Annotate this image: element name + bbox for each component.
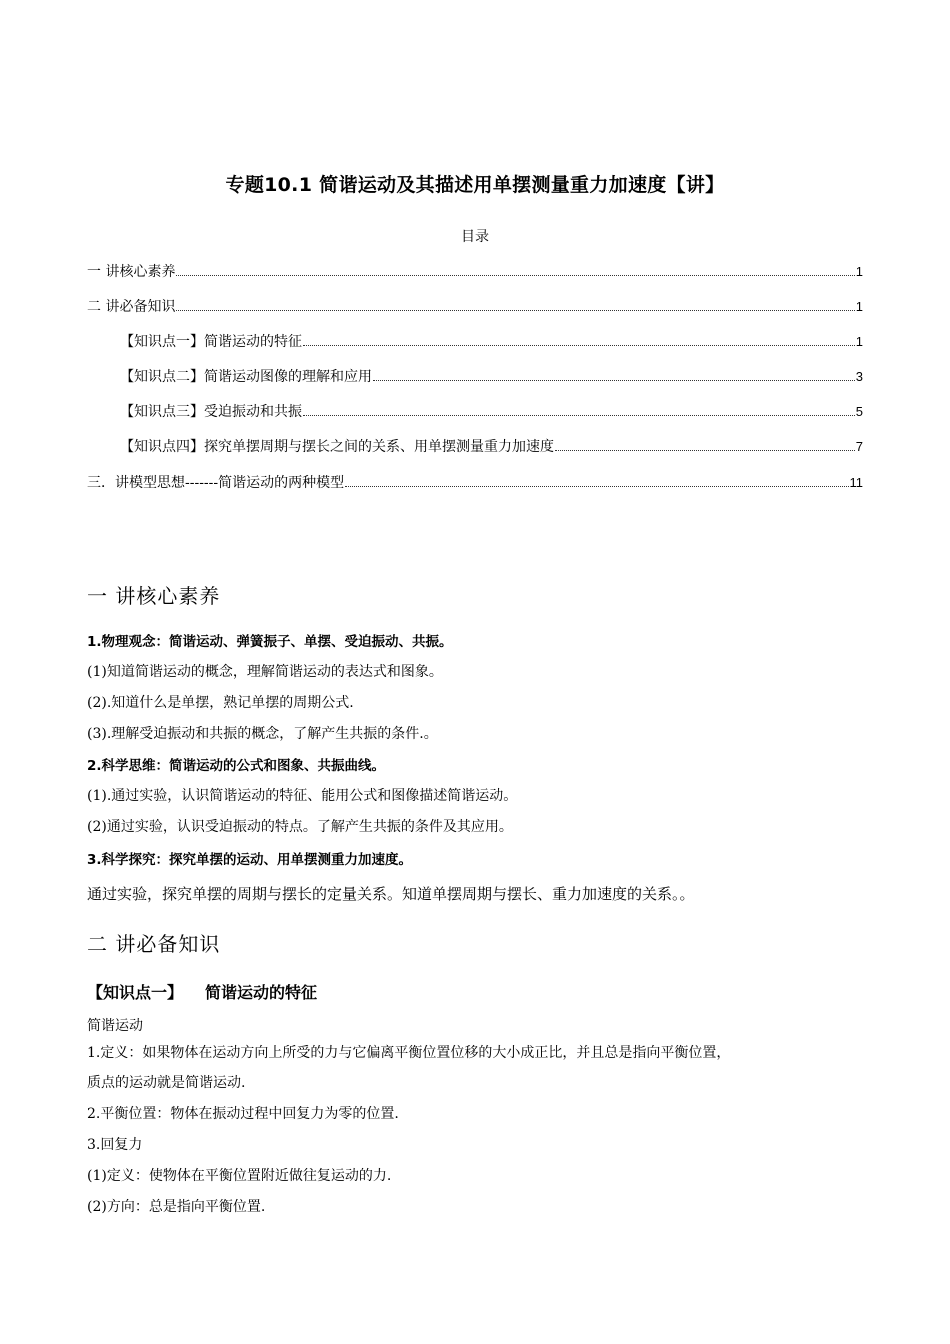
- toc-entry-label: 【知识点一】简谐运动的特征: [120, 334, 302, 350]
- toc-leader: [303, 332, 855, 346]
- toc-page-number: 5: [855, 404, 863, 419]
- toc-entry-label: 【知识点三】受迫振动和共振: [120, 404, 302, 420]
- toc-page-number: 1: [855, 264, 863, 279]
- item-number: 1.: [87, 634, 102, 650]
- toc-entry-label: 二 讲必备知识: [87, 299, 176, 315]
- paragraph: 简谐运动: [87, 1018, 143, 1034]
- toc-entry-label: 【知识点四】探究单摆周期与摆长之间的关系、用单摆测量重力加速度: [120, 439, 554, 455]
- paragraph: 质点的运动就是简谐运动.: [87, 1075, 246, 1091]
- core-literacy-item: [87, 754, 867, 774]
- toc-leader: [303, 402, 855, 416]
- toc-entry[interactable]: [87, 261, 863, 281]
- toc-heading: 目录: [461, 229, 489, 245]
- toc-page-number: 11: [849, 475, 863, 490]
- item-text: 物理观念：简谐运动、弹簧振子、单摆、受迫振动、共振。: [101, 634, 453, 650]
- toc-entry-label: 三．讲模型思想-------简谐运动的两种模型: [87, 475, 345, 491]
- toc-leader: [345, 473, 848, 487]
- toc-page-number: 7: [855, 439, 863, 454]
- toc-entry-label: 一 讲核心素养: [87, 264, 176, 280]
- paragraph: (2)方向：总是指向平衡位置.: [87, 1199, 266, 1215]
- paragraph: (3).理解受迫振动和共振的概念，了解产生共振的条件.。: [87, 726, 438, 742]
- paragraph: (1)定义：使物体在平衡位置附近做往复运动的力.: [87, 1168, 392, 1184]
- paragraph: (1)知道简谐运动的概念，理解简谐运动的表达式和图象。: [87, 664, 443, 680]
- section-heading: 一 讲核心素养: [87, 584, 221, 608]
- paragraph: 3.回复力: [87, 1137, 143, 1153]
- toc-entry[interactable]: [87, 472, 863, 492]
- knowledge-point-heading: [87, 980, 317, 1003]
- toc-entry[interactable]: [120, 401, 863, 421]
- toc-entry[interactable]: [120, 436, 863, 456]
- item-number: 2.: [87, 758, 102, 774]
- item-number: 3.: [87, 852, 102, 868]
- knowledge-point-title: 简谐运动的特征: [205, 983, 318, 1002]
- toc-page-number: 3: [855, 369, 863, 384]
- paragraph: (2).知道什么是单摆，熟记单摆的周期公式.: [87, 695, 354, 711]
- toc-leader: [176, 297, 854, 311]
- item-text: 科学探究：探究单摆的运动、用单摆测重力加速度。: [101, 852, 413, 868]
- toc-entry[interactable]: [87, 296, 863, 316]
- toc-leader: [176, 262, 854, 276]
- toc-entry-label: 【知识点二】简谐运动图像的理解和应用: [120, 369, 372, 385]
- knowledge-point-tag: 【知识点一】: [87, 983, 184, 1002]
- toc-leader: [555, 437, 855, 451]
- paragraph: 通过实验，探究单摆的周期与摆长的定量关系。知道单摆周期与摆长、重力加速度的关系。。: [87, 885, 695, 903]
- toc-page-number: 1: [855, 299, 863, 314]
- toc-entry[interactable]: [120, 331, 863, 351]
- item-text: 科学思维：简谐运动的公式和图象、共振曲线。: [101, 758, 386, 774]
- paragraph: (2)通过实验，认识受迫振动的特点。了解产生共振的条件及其应用。: [87, 819, 513, 835]
- toc-page-number: 1: [855, 334, 863, 349]
- paragraph: 2.平衡位置：物体在振动过程中回复力为零的位置.: [87, 1106, 399, 1122]
- toc-leader: [373, 367, 855, 381]
- document-title: 专题10.1 简谐运动及其描述用单摆测量重力加速度【讲】: [225, 174, 725, 196]
- toc-entry[interactable]: [120, 366, 863, 386]
- core-literacy-item: [87, 630, 867, 650]
- paragraph: 1.定义：如果物体在运动方向上所受的力与它偏离平衡位置位移的大小成正比，并且总是指向平衡位置，: [87, 1045, 731, 1061]
- core-literacy-item: [87, 848, 867, 868]
- paragraph: (1).通过实验，认识简谐运动的特征、能用公式和图像描述简谐运动。: [87, 788, 518, 804]
- section-heading: 二 讲必备知识: [87, 932, 221, 956]
